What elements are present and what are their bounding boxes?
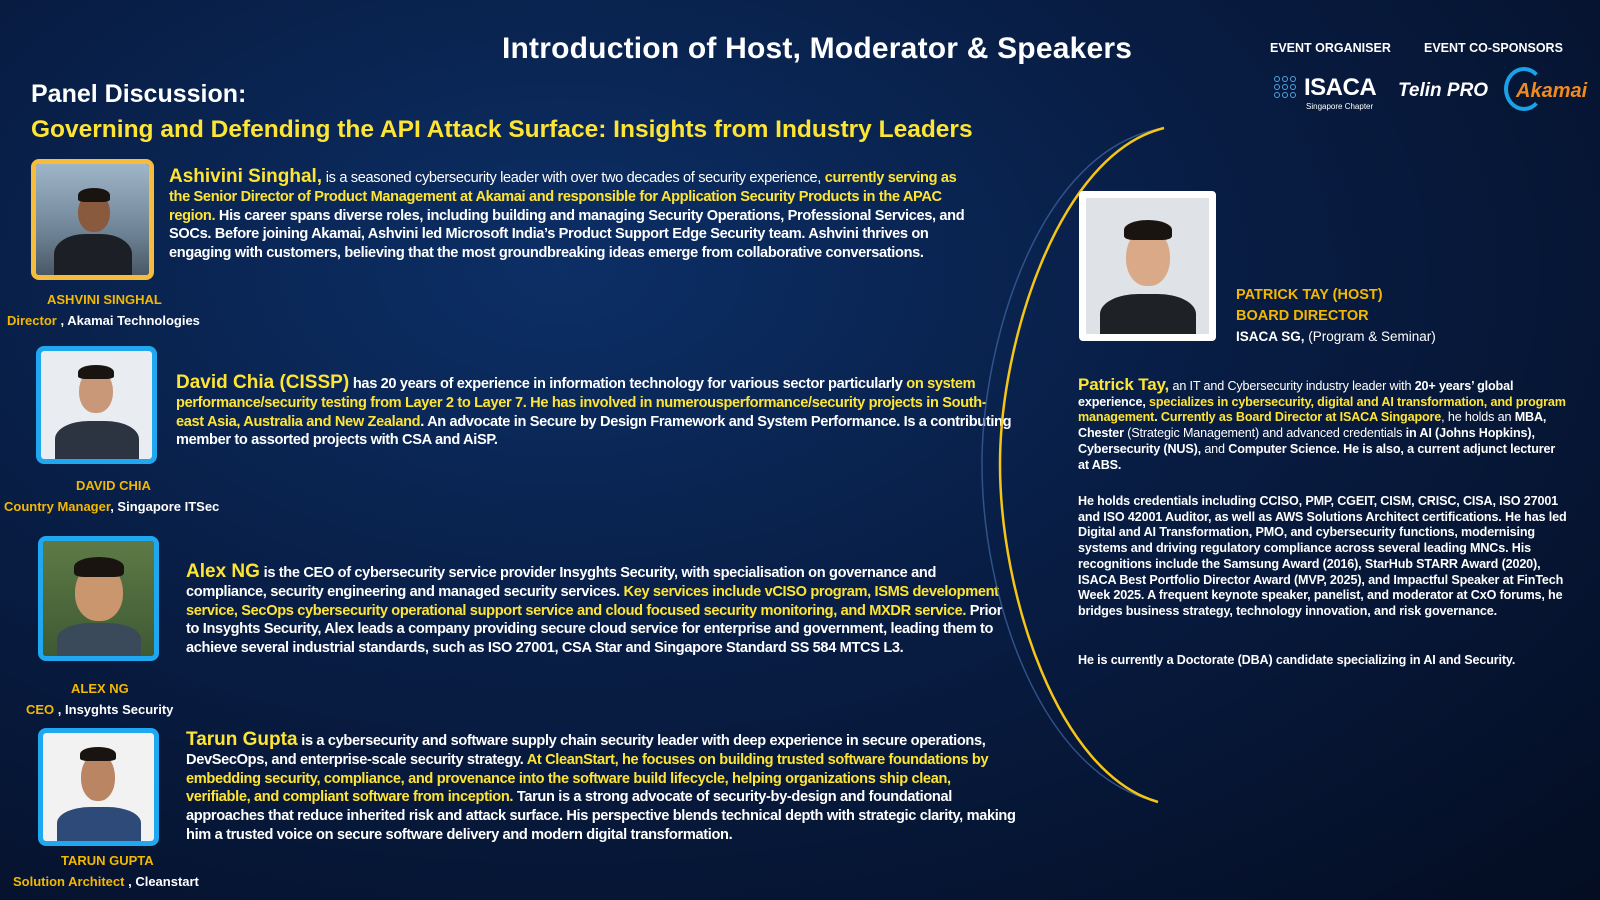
host-photo <box>1079 191 1216 341</box>
isaca-logo <box>1274 74 1384 116</box>
speaker-photo-alex <box>38 536 159 661</box>
speaker-org: Singapore ITSec <box>117 499 220 514</box>
akamai-logo <box>1504 67 1586 111</box>
isaca-logo-text: ISACA <box>1304 74 1377 101</box>
speaker-bio: David Chia (CISSP) has 20 years of experience in information technology for various sector particularly on system performance/security testing from Layer 2 to Layer 7. He has involved in numerousperformance/security projects in South-east Asia, Australia and New Zealand. An advocate in Secure by Design Framework and System Performance. Is a contributing member to assorted projects with CSA and AiSP. <box>176 372 1012 449</box>
akamai-logo-text: Akamai <box>1516 80 1588 102</box>
event-cosponsors-label: EVENT CO-SPONSORS <box>1424 41 1563 55</box>
host-org: ISACA SG, (Program & Seminar) <box>1236 329 1436 344</box>
page-title: Introduction of Host, Moderator & Speakers <box>502 32 1133 65</box>
speaker-photo-tarun <box>38 728 159 846</box>
speaker-role: Director <box>7 313 57 328</box>
speaker-role-org: Solution Architect , Cleanstart <box>13 874 199 889</box>
speaker-bio-name: Tarun Gupta <box>186 729 298 750</box>
telin-pro-logo: Telin PRO <box>1398 80 1489 101</box>
speaker-org: Insyghts Security <box>65 702 174 717</box>
speaker-bio: Alex NG is the CEO of cybersecurity service provider Insyghts Security, with specialisation on governance and compliance, security engineering and managed security services. Key services include vCISO program, ISMS development service, SecOps cybersecurity operational support service and cloud focused security monitoring, and MXDR service. Prior to Insyghts Security, Alex leads a company providing secure cloud service for enterprise and government, leading them to achieve several industrial standards, such as ISO 27001, CSA Star and Singapore Standard SS 584 MTCS L3. <box>186 561 1003 657</box>
speaker-bio: Tarun Gupta is a cybersecurity and software supply chain security leader with deep experience in secure operations, DevSecOps, and enterprise-scale security strategy. At CleanStart, he focuses on building trusted software foundations by embedding security, compliance, and provenance into the software build lifecycle, helping organizations ship clean, verifiable, and compliant software from inception. Tarun is a strong advocate of security-by-design and foundational approaches that reduce inherited risk and attack surface. His perspective blends technical depth with strategic clarity, making him a trusted voice on secure software delivery and modern digital transformation. <box>186 729 1016 843</box>
host-bio-paragraph-1: Patrick Tay, an IT and Cybersecurity industry leader with 20+ years’ global experience, specializes in cybersecurity, digital and AI transformation, and program management. Currently as Board Director at ISACA Singapore, he holds an MBA, Chester (Strategic Management) and advanced credentials in AI (Johns Hopkins), Cybersecurity (NUS), and Computer Science. He is also, a current adjunct lecturer at ABS. <box>1078 375 1566 472</box>
host-title: PATRICK TAY (HOST) <box>1236 287 1383 303</box>
speaker-bio-name: Alex NG <box>186 561 260 582</box>
host-bio-name: Patrick Tay, <box>1078 375 1170 394</box>
speaker-role-org: Director , Akamai Technologies <box>7 313 200 328</box>
host-position: BOARD DIRECTOR <box>1236 308 1369 324</box>
speaker-role: Country Manager <box>4 499 111 514</box>
event-organiser-label: EVENT ORGANISER <box>1270 41 1391 55</box>
speaker-bio-name: Ashivini Singhal, <box>169 166 323 187</box>
panel-topic: Governing and Defending the API Attack Surface: Insights from Industry Leaders <box>31 116 973 143</box>
speaker-name-caption: ALEX NG <box>71 681 129 696</box>
speaker-org: Cleanstart <box>135 874 199 889</box>
speaker-name-caption: TARUN GUPTA <box>61 853 154 868</box>
speaker-bio-name: David Chia (CISSP) <box>176 372 350 393</box>
speaker-role-org: Country Manager, Singapore ITSec <box>4 499 220 514</box>
host-bio-paragraph-2: He holds credentials including CCISO, PMP, CGEIT, CISM, CRISC, CISA, ISO 27001 and ISO 42001 Auditor, as well as AWS Solutions Architect certifications. He has led Digital and AI Transformation, PMO, and cybersecurity functions, modernising systems and driving regulatory compliance across several leading MNCs. His recognitions include the Samsung Award (2016), StarHub STARR Award (2020), ISACA Best Portfolio Director Award (MVP, 2025), and Impactful Speaker at FinTech Week 2025. A frequent keynote speaker, panelist, and moderator at CxO forums, he bridges business strategy, technology innovation, and risk governance. <box>1078 494 1567 618</box>
speaker-role: CEO <box>26 702 55 717</box>
isaca-dots-icon <box>1274 76 1298 104</box>
speaker-name-caption: DAVID CHIA <box>76 478 151 493</box>
speaker-role-org: CEO , Insyghts Security <box>26 702 174 717</box>
isaca-logo-subtext: Singapore Chapter <box>1306 102 1374 111</box>
speaker-name-caption: ASHVINI SINGHAL <box>47 292 162 307</box>
speaker-photo-ashvini <box>31 159 154 280</box>
panel-discussion-label: Panel Discussion: <box>31 80 247 108</box>
speaker-photo-david <box>36 346 157 464</box>
speaker-org: Akamai Technologies <box>67 313 200 328</box>
host-bio-paragraph-3: He is currently a Doctorate (DBA) candidate specializing in AI and Security. <box>1078 653 1516 667</box>
speaker-bio: Ashivini Singhal, is a seasoned cybersecurity leader with over two decades of security experience, currently serving as the Senior Director of Product Management at Akamai and responsible for Application Security Products in the APAC region. His career spans diverse roles, including building and managing Security Operations, Professional Services, and SOCs. Before joining Akamai, Ashvini led Microsoft India’s Product Support Edge Security team. Ashvini thrives on engaging with customers, believing that the most groundbreaking ideas emerge from collaborative conversations. <box>169 166 965 262</box>
speaker-role: Solution Architect <box>13 874 125 889</box>
